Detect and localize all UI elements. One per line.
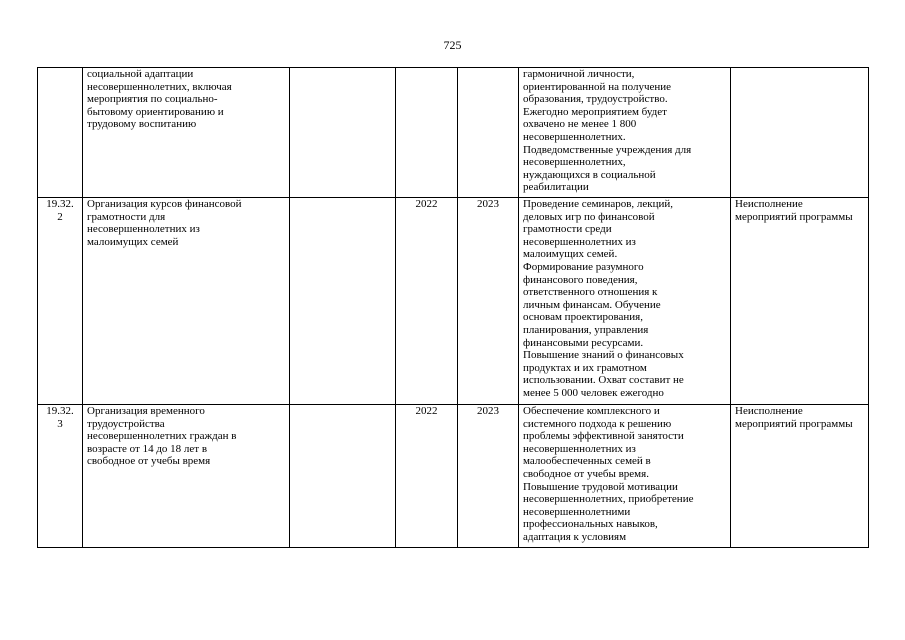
table-row <box>38 68 869 198</box>
start-year-cell: 2022 <box>396 405 458 548</box>
end-year-cell <box>458 68 519 198</box>
row-number-cell: 19.32. 3 <box>38 405 83 548</box>
start-year-cell: 2022 <box>396 198 458 405</box>
table-row <box>38 198 869 405</box>
risk-cell <box>731 68 869 198</box>
end-year-cell: 2023 <box>458 405 519 548</box>
expected-result-cell: Обеспечение комплексного и системного подхода к решению проблемы эффективной занятости несовершеннолетних из малообеспеченных семей в свободное от учебы время. Повышение трудовой мотивации несовершеннолетних, приобретение несовершеннолетними профессиональных навыков, адаптация к условиям <box>519 405 731 548</box>
risk-cell: Неисполнение мероприятий программы <box>731 198 869 405</box>
activity-name-cell: Организация временного трудоустройства несовершеннолетних граждан в возрасте от 14 до 18 лет в свободное от учебы время <box>83 405 290 548</box>
risk-cell: Неисполнение мероприятий программы <box>731 405 869 548</box>
row-number-cell: 19.32. 2 <box>38 198 83 405</box>
start-year-cell <box>396 68 458 198</box>
program-table <box>37 67 869 548</box>
page-number: 725 <box>443 38 462 52</box>
expected-result-cell: Проведение семинаров, лекций, деловых игр по финансовой грамотности среди несовершеннолетних из малоимущих семей. Формирование разумного финансового поведения, ответственного отношения к личным финансам. Обучение основам проектирования, планирования, управления финансовыми ресурсами. Повышение знаний о финансовых продуктах и их грамотном использовании. Охват составит не менее 5 000 человек ежегодно <box>519 198 731 405</box>
activity-name-cell: Организация курсов финансовой грамотности для несовершеннолетних из малоимущих семей <box>83 198 290 405</box>
responsible-cell <box>290 405 396 548</box>
row-number-cell <box>38 68 83 198</box>
table-row <box>38 405 869 548</box>
activity-name-cell: социальной адаптации несовершеннолетних, включая мероприятия по социально- бытовому ориентированию и трудовому воспитанию <box>83 68 290 198</box>
expected-result-cell: гармоничной личности, ориентированной на получение образования, трудоустройство. Ежегодно мероприятием будет охвачено не менее 1 800 несовершеннолетних. Подведомственные учреждения для несовершеннолетних, нуждающихся в социальной реабилитации <box>519 68 731 198</box>
responsible-cell <box>290 198 396 405</box>
end-year-cell: 2023 <box>458 198 519 405</box>
responsible-cell <box>290 68 396 198</box>
